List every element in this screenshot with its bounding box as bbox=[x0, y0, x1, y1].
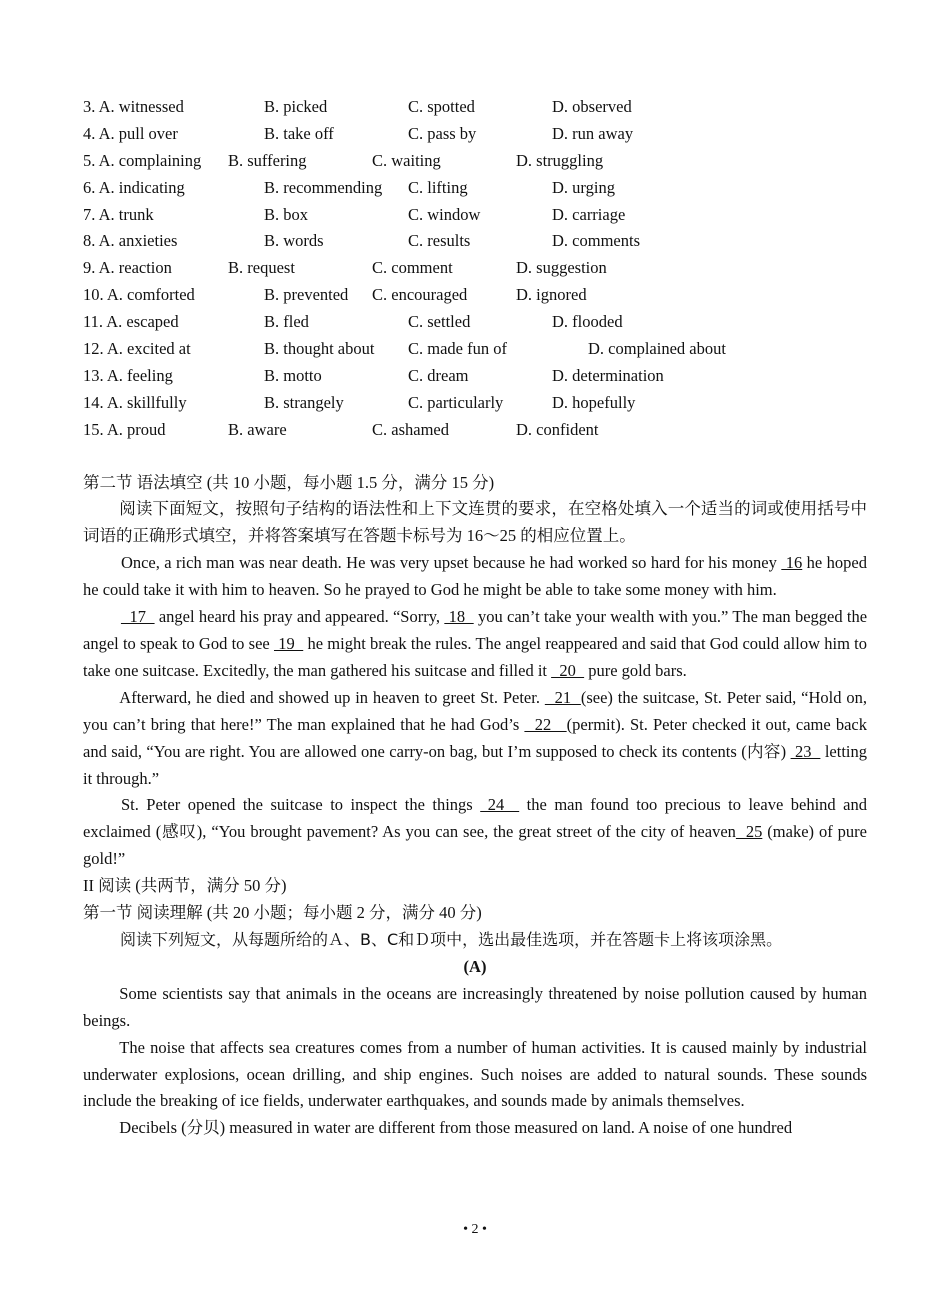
question-option-c: C. encouraged bbox=[372, 285, 468, 305]
grammar-paragraph-3: Afterward, he died and showed up in heaven to greet St. Peter. 21 (see) the suitcase, St. Peter said, “Hold on, you can’t bring that here!” The man explained that he had God’s 22 (permit). St. Peter checked it out, came back and said, “You are right. You are allowed one carry-on bag, but I’m supposed to check its contents (内容) 23 letting it through.” bbox=[83, 687, 868, 788]
question-row bbox=[83, 282, 867, 309]
question-option-d: D. comments bbox=[552, 231, 640, 251]
exam-page bbox=[83, 94, 867, 1142]
question-option-c: C. waiting bbox=[372, 150, 441, 170]
question-row bbox=[83, 175, 867, 202]
question-row bbox=[83, 121, 867, 148]
question-option-c: C. pass by bbox=[408, 123, 477, 143]
question-option-a: 12. A. excited at bbox=[83, 339, 191, 359]
question-option-c: C. comment bbox=[372, 258, 453, 278]
question-option-b: B. prevented bbox=[264, 285, 349, 305]
question-option-d: D. run away bbox=[552, 123, 634, 143]
page-number: • 2 • bbox=[463, 1222, 487, 1237]
question-option-b: B. thought about bbox=[264, 339, 375, 359]
blank-17[interactable]: 17 bbox=[120, 607, 155, 627]
question-option-a: 4. A. pull over bbox=[83, 123, 178, 143]
question-option-b: B. words bbox=[264, 231, 324, 251]
question-option-d: D. determination bbox=[552, 365, 664, 385]
question-option-c: C. ashamed bbox=[372, 419, 449, 439]
blank-25[interactable]: 25 bbox=[735, 822, 763, 842]
question-option-a: 7. A. trunk bbox=[83, 204, 154, 224]
question-option-d: D. confident bbox=[516, 419, 599, 439]
question-option-c: C. dream bbox=[408, 365, 469, 385]
question-option-a: 11. A. escaped bbox=[83, 312, 179, 332]
question-option-b: B. recommending bbox=[264, 177, 383, 197]
question-row bbox=[83, 228, 867, 255]
question-option-d: D. ignored bbox=[516, 285, 587, 305]
question-option-b: B. strangely bbox=[264, 392, 344, 412]
blank-23[interactable]: 23 bbox=[790, 741, 821, 761]
blank-21[interactable]: 21 bbox=[544, 687, 581, 707]
part-heading-reading: II 阅读 (共两节，满分 50 分) bbox=[83, 876, 287, 896]
reading-paragraph-2: The noise that affects sea creatures comes from a number of human activities. It is caused mainly by industrial underwater explosions, ocean drilling, and ship engines. Such noises are added to natural sounds. These sounds include the breaking of ice fields, underwater earthquakes, and sounds made by animals themselves. bbox=[83, 1037, 867, 1111]
question-option-b: B. aware bbox=[228, 419, 287, 439]
question-option-b: B. suffering bbox=[228, 150, 307, 170]
question-option-a: 9. A. reaction bbox=[83, 258, 172, 278]
question-row bbox=[83, 94, 867, 121]
question-option-b: B. picked bbox=[264, 97, 328, 116]
question-row bbox=[83, 363, 867, 390]
section-heading-grammar: 第二节 语法填空 (共 10 小题，每小题 1.5 分，满分 15 分) bbox=[83, 472, 495, 492]
question-option-b: B. take off bbox=[264, 123, 334, 143]
question-option-d: D. flooded bbox=[552, 312, 623, 332]
question-option-c: C. made fun of bbox=[408, 339, 507, 359]
question-option-c: C. particularly bbox=[408, 392, 504, 412]
question-row bbox=[83, 202, 867, 229]
question-row bbox=[83, 148, 867, 175]
blank-19[interactable]: 19 bbox=[273, 634, 304, 654]
question-option-b: B. request bbox=[228, 258, 295, 278]
option-list bbox=[83, 94, 867, 444]
question-row bbox=[83, 309, 867, 336]
question-option-c: C. window bbox=[408, 204, 481, 224]
section-heading-reading: 第一节 阅读理解 (共 20 小题；每小题 2 分，满分 40 分) bbox=[83, 903, 482, 923]
reading-paragraph-3: Decibels (分贝) measured in water are different from those measured on land. A noise of one hundred bbox=[119, 1118, 793, 1138]
question-option-a: 15. A. proud bbox=[83, 419, 166, 439]
question-option-d: D. urging bbox=[552, 177, 615, 197]
question-option-b: B. motto bbox=[264, 365, 322, 385]
question-option-c: C. spotted bbox=[408, 97, 475, 116]
blank-24[interactable]: 24 bbox=[480, 795, 520, 815]
question-option-a: 6. A. indicating bbox=[83, 177, 185, 197]
question-row bbox=[83, 417, 867, 444]
question-option-b: B. fled bbox=[264, 312, 309, 332]
question-option-b: B. box bbox=[264, 204, 309, 224]
question-option-a: 10. A. comforted bbox=[83, 285, 195, 305]
question-option-a: 8. A. anxieties bbox=[83, 231, 178, 251]
blank-16[interactable]: 16 bbox=[781, 553, 803, 573]
passage-label: (A) bbox=[463, 956, 487, 976]
question-option-c: C. results bbox=[408, 231, 471, 251]
question-option-d: D. carriage bbox=[552, 204, 626, 224]
question-option-d: D. hopefully bbox=[552, 392, 636, 412]
question-option-d: D. observed bbox=[552, 97, 632, 116]
question-option-d: D. complained about bbox=[588, 339, 726, 359]
question-option-a: 5. A. complaining bbox=[83, 150, 202, 170]
grammar-paragraph-2: 17 angel heard his pray and appeared. “Sorry, 18 you can’t take your wealth with you.” The man begged the angel to speak to God to see 19 he might break the rules. The angel reappeared and said that God could allow him to take one suitcase. Excitedly, the man gathered his suitcase and filled it 20 pure gold bars. bbox=[83, 607, 868, 680]
question-row bbox=[83, 255, 867, 282]
question-option-a: 3. A. witnessed bbox=[83, 97, 184, 116]
question-row bbox=[83, 390, 867, 417]
blank-22[interactable]: 22 bbox=[524, 714, 567, 734]
question-option-d: D. suggestion bbox=[516, 258, 607, 278]
question-option-c: C. settled bbox=[408, 312, 471, 332]
grammar-instruction: 阅读下面短文，按照句子结构的语法性和上下文连贯的要求，在空格处填入一个适当的词或使用括号中词语的正确形式填空，并将答案填写在答题卡标号为 16～25 的相应位置上。 bbox=[83, 499, 867, 546]
blank-18[interactable]: 18 bbox=[444, 607, 474, 627]
grammar-paragraph-1: Once, a rich man was near death. He was very upset because he had worked so hard for his money 16 he hoped he could take it with him to heaven. So he prayed to God he might be able to take some money with him. bbox=[83, 553, 868, 600]
question-option-a: 13. A. feeling bbox=[83, 365, 173, 385]
question-option-d: D. struggling bbox=[516, 150, 604, 170]
blank-20[interactable]: 20 bbox=[551, 660, 585, 680]
reading-paragraph-1: Some scientists say that animals in the oceans are increasingly threatened by noise pollution caused by human beings. bbox=[83, 983, 867, 1030]
grammar-paragraph-4: St. Peter opened the suitcase to inspect the things 24 the man found too precious to leave behind and exclaimed (感叹), “You brought pavement? As you can see, the great street of the city of heaven 25 (make) of pure gold!” bbox=[83, 795, 867, 869]
question-row bbox=[83, 336, 867, 363]
reading-instruction: 阅读下列短文，从每题所给的Ａ、B、C和Ｄ项中，选出最佳选项，并在答题卡上将该项涂黑。 bbox=[120, 929, 783, 949]
question-option-a: 14. A. skillfully bbox=[83, 392, 187, 412]
question-option-c: C. lifting bbox=[408, 177, 468, 197]
